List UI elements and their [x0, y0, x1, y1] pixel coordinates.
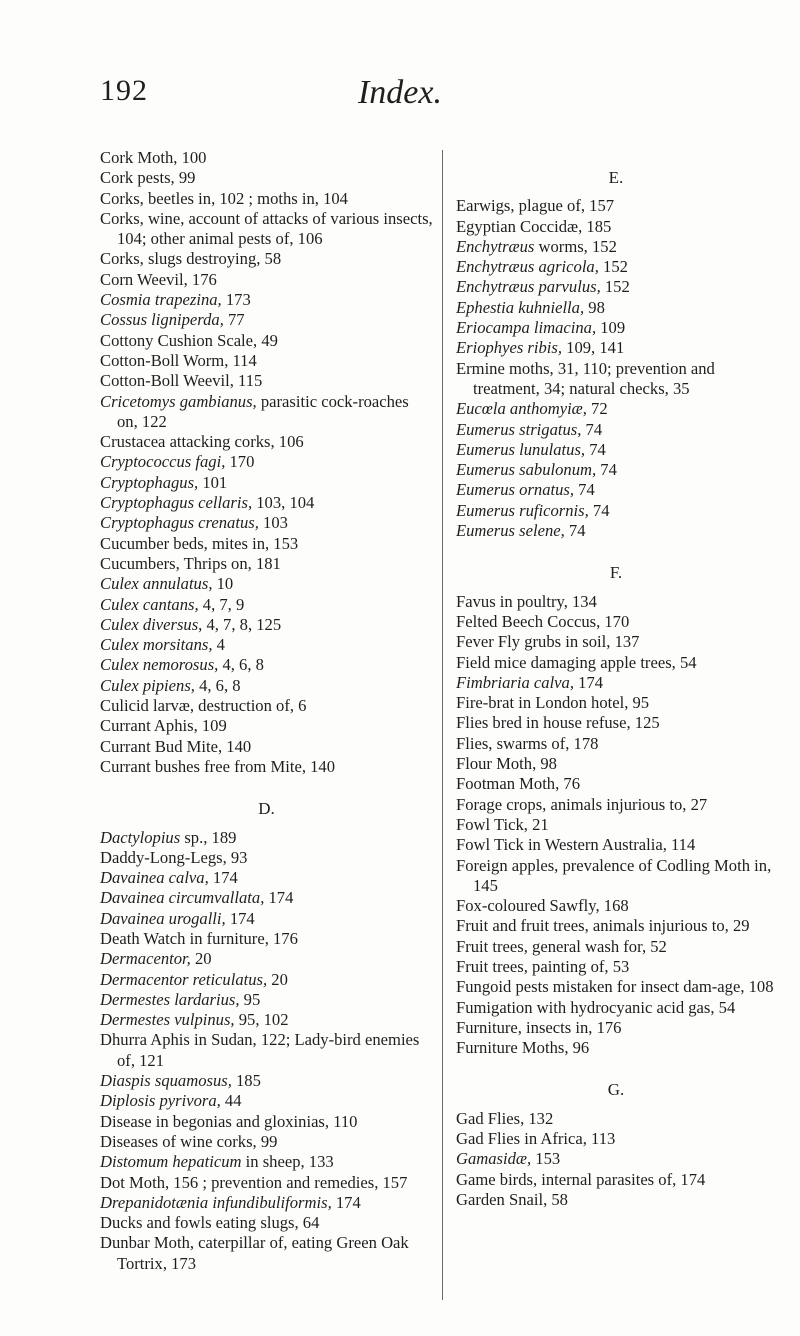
- entry-text: 74: [585, 439, 606, 459]
- entry-text: Dhurra Aphis in Sudan, 122; Lady-bird enemies of, 121: [100, 1030, 420, 1070]
- index-entry: [100, 696, 433, 716]
- entry-text: 77: [223, 310, 245, 330]
- index-entry: [456, 835, 776, 855]
- entry-text: Dot Moth, 156 ; prevention and remedies, 157: [100, 1172, 408, 1192]
- entry-text: Cotton-Boll Weevil, 115: [100, 371, 263, 391]
- entry-text: Cucumber beds, mites in, 153: [100, 533, 299, 553]
- index-entry: [456, 1038, 776, 1058]
- entry-text: 174: [225, 908, 255, 928]
- index-entry: [100, 209, 433, 250]
- entry-italic-name: Enchytræus: [456, 236, 535, 256]
- entry-text: Culicid larvæ, destruction of, 6: [100, 696, 307, 716]
- page-number: 192: [100, 74, 148, 107]
- entry-text: Crustacea attacking corks, 106: [100, 432, 304, 452]
- entry-text: 44: [220, 1091, 242, 1111]
- index-entry: [100, 737, 433, 757]
- entry-text: Corks, slugs destroying, 58: [100, 249, 282, 269]
- index-entry: [456, 338, 776, 358]
- entry-italic-name: Fimbriaria calva,: [456, 672, 574, 692]
- entry-text: 95, 102: [234, 1010, 289, 1030]
- entry-text: Egyptian Coccidæ, 185: [456, 216, 612, 236]
- index-entry: [100, 270, 433, 290]
- entry-italic-name: Culex cantans,: [100, 594, 199, 614]
- index-entry: [100, 909, 433, 929]
- entry-italic-name: Dactylopius: [100, 827, 181, 847]
- entry-italic-name: Culex pipiens,: [100, 675, 195, 695]
- right-index-column: [456, 148, 776, 1210]
- entry-text: Field mice damaging apple trees, 54: [456, 652, 697, 672]
- entry-italic-name: Ephestia kuhniella,: [456, 297, 585, 317]
- index-entry: [100, 189, 433, 209]
- index-entry: [100, 1132, 433, 1152]
- page-title: Index.: [357, 74, 442, 111]
- entry-text: Cucumbers, Thrips on, 181: [100, 553, 281, 573]
- entry-text: Corn Weevil, 176: [100, 269, 217, 289]
- entry-italic-name: Cryptophagus,: [100, 472, 199, 492]
- index-entry: [100, 432, 433, 452]
- index-entry: [456, 815, 776, 835]
- entry-text: 20: [267, 969, 288, 989]
- index-entry: [456, 196, 776, 216]
- index-entry: [100, 1173, 433, 1193]
- index-entry: [456, 693, 776, 713]
- index-entry: [456, 359, 776, 400]
- entry-text: worms, 152: [534, 236, 617, 256]
- index-entry: [456, 977, 776, 997]
- entry-text: Fowl Tick in Western Australia, 114: [456, 835, 696, 855]
- entry-text: Diseases of wine corks, 99: [100, 1131, 278, 1151]
- index-entry: [100, 473, 433, 493]
- entry-text: Flies bred in house refuse, 125: [456, 713, 660, 733]
- entry-text: Forage crops, animals injurious to, 27: [456, 794, 708, 814]
- entry-text: 74: [596, 460, 617, 480]
- index-entry: [100, 392, 433, 433]
- entry-text: Fruit and fruit trees, animals injurious to, 29: [456, 916, 750, 936]
- index-entry: [100, 635, 433, 655]
- entry-text: Currant Bud Mite, 140: [100, 736, 252, 756]
- entry-text: 109, 141: [562, 338, 625, 358]
- index-entry: [456, 521, 776, 541]
- entry-italic-name: Dermestes vulpinus,: [100, 1010, 235, 1030]
- index-entry: [100, 168, 433, 188]
- entry-text: Dunbar Moth, caterpillar of, eating Green Oak Tortrix, 173: [100, 1233, 409, 1273]
- index-entry: [100, 716, 433, 736]
- index-entry: [100, 1071, 433, 1091]
- index-entry: [456, 237, 776, 257]
- index-entry: [456, 713, 776, 733]
- entry-text: 101: [198, 472, 228, 492]
- entry-text: 20: [190, 949, 212, 969]
- index-entry: [100, 868, 433, 888]
- index-entry: [100, 949, 433, 969]
- index-entry: [456, 420, 776, 440]
- index-entry: [100, 249, 433, 269]
- entry-text: Felted Beech Coccus, 170: [456, 611, 630, 631]
- index-entry: [100, 351, 433, 371]
- index-entry: [456, 896, 776, 916]
- entry-text: Fungoid pests mistaken for insect dam-age, 108: [456, 977, 774, 997]
- entry-italic-name: Distomum hepaticum: [100, 1152, 242, 1172]
- index-entry: [100, 1233, 433, 1274]
- index-section: [456, 1080, 776, 1210]
- index-entry: [456, 399, 776, 419]
- index-entry: [100, 990, 433, 1010]
- index-entry: [456, 632, 776, 652]
- index-entry: [456, 1149, 776, 1169]
- index-entry: [100, 1010, 433, 1030]
- index-entry: [456, 734, 776, 754]
- index-entry: [456, 480, 776, 500]
- index-entry: [100, 534, 433, 554]
- entry-italic-name: Dermestes lardarius,: [100, 989, 240, 1009]
- entry-text: 74: [588, 500, 610, 520]
- index-entry: [100, 290, 433, 310]
- entry-text: parasitic cock-roaches on, 122: [117, 391, 409, 431]
- index-entry: [456, 937, 776, 957]
- entry-text: Gad Flies, 132: [456, 1108, 554, 1128]
- index-entry: [100, 888, 433, 908]
- entry-italic-name: Eumerus ornatus,: [456, 480, 575, 500]
- entry-text: Cottony Cushion Scale, 49: [100, 330, 278, 350]
- index-entry: [100, 493, 433, 513]
- entry-italic-name: Diplosis pyrivora,: [100, 1091, 221, 1111]
- index-section: [100, 799, 433, 1274]
- entry-text: Fruit trees, painting of, 53: [456, 956, 630, 976]
- entry-text: 152: [600, 277, 630, 297]
- page-header: [0, 0, 800, 120]
- entry-italic-name: Dermacentor,: [100, 949, 191, 969]
- section-letter-heading: D.: [258, 799, 275, 819]
- entry-italic-name: Cryptococcus fagi,: [100, 452, 226, 472]
- entry-italic-name: Culex nemorosus,: [100, 655, 219, 675]
- index-entry: [100, 452, 433, 472]
- entry-italic-name: Eumerus lunulatus,: [456, 439, 586, 459]
- index-entry: [456, 957, 776, 977]
- entry-text: 174: [574, 672, 604, 692]
- index-entry: [100, 1213, 433, 1233]
- entry-text: 74: [564, 521, 586, 541]
- index-entry: [100, 574, 433, 594]
- index-entry: [456, 774, 776, 794]
- entry-italic-name: Eumerus strigatus,: [456, 419, 582, 439]
- entry-italic-name: Gamasidæ,: [456, 1149, 532, 1169]
- entry-text: Flies, swarms of, 178: [456, 733, 599, 753]
- entry-text: Corks, beetles in, 102 ; moths in, 104: [100, 188, 348, 208]
- entry-text: 72: [586, 399, 608, 419]
- entry-text: Cork pests, 99: [100, 168, 196, 188]
- entry-text: Corks, wine, account of attacks of various insects, 104; other animal pests of, 106: [100, 208, 433, 249]
- entry-text: Flour Moth, 98: [456, 754, 557, 774]
- entry-text: 4, 6, 8: [194, 675, 241, 695]
- index-entry: [456, 612, 776, 632]
- entry-text: Furniture, insects in, 176: [456, 1017, 622, 1037]
- entry-text: 10: [212, 574, 234, 594]
- index-entry: [100, 615, 433, 635]
- entry-text: Fumigation with hydrocyanic acid gas, 54: [456, 997, 736, 1017]
- index-entry: [100, 1091, 433, 1111]
- index-entry: [456, 318, 776, 338]
- entry-italic-name: Davainea urogalli,: [100, 908, 226, 928]
- entry-italic-name: Davainea circumvallata,: [100, 888, 265, 908]
- entry-text: sp., 189: [180, 827, 237, 847]
- index-entry: [100, 331, 433, 351]
- index-entry: [100, 970, 433, 990]
- index-entry: [456, 440, 776, 460]
- index-section: [456, 563, 776, 1058]
- index-section: [456, 168, 776, 541]
- entry-italic-name: Cosmia trapezina,: [100, 290, 222, 310]
- entry-text: 152: [598, 257, 628, 277]
- index-entry: [456, 673, 776, 693]
- left-index-column: [100, 148, 433, 1274]
- entry-text: Favus in poultry, 134: [456, 591, 597, 611]
- entry-text: 4: [212, 635, 225, 655]
- entry-italic-name: Enchytræus agricola,: [456, 257, 599, 277]
- entry-text: 185: [231, 1071, 261, 1091]
- index-entry: [100, 848, 433, 868]
- entry-text: 4, 7, 8, 125: [202, 614, 282, 634]
- entry-italic-name: Eriocampa limacina,: [456, 318, 597, 338]
- index-entry: [100, 595, 433, 615]
- index-entry: [100, 1193, 433, 1213]
- entry-text: 170: [225, 452, 255, 472]
- index-entry: [456, 998, 776, 1018]
- index-entry: [100, 1152, 433, 1172]
- entry-text: 103: [258, 513, 288, 533]
- entry-text: Foreign apples, prevalence of Codling Moth in, 145: [456, 855, 772, 895]
- entry-text: Game birds, internal parasites of, 174: [456, 1169, 706, 1189]
- entry-text: Death Watch in furniture, 176: [100, 928, 298, 948]
- entry-italic-name: Culex morsitans,: [100, 635, 213, 655]
- entry-italic-name: Eriophyes ribis,: [456, 338, 563, 358]
- index-entry: [100, 757, 433, 777]
- entry-italic-name: Cryptophagus cellaris,: [100, 493, 253, 513]
- index-entry: [100, 1112, 433, 1132]
- entry-italic-name: Enchytræus parvulus,: [456, 277, 601, 297]
- entry-text: 174: [331, 1192, 361, 1212]
- section-letter-heading: G.: [607, 1080, 625, 1100]
- entry-text: Garden Snail, 58: [456, 1189, 568, 1209]
- index-entry: [456, 460, 776, 480]
- entry-text: 153: [531, 1149, 561, 1169]
- entry-italic-name: Eumerus ruficornis,: [456, 500, 589, 520]
- entry-text: 174: [208, 868, 238, 888]
- entry-text: 4, 7, 9: [198, 594, 245, 614]
- index-entry: [456, 277, 776, 297]
- index-entry: [456, 1018, 776, 1038]
- entry-text: Currant Aphis, 109: [100, 716, 227, 736]
- index-entry: [100, 828, 433, 848]
- entry-italic-name: Dermacentor reticulatus,: [100, 969, 268, 989]
- entry-italic-name: Eucœla anthomyiæ,: [456, 399, 587, 419]
- index-entry: [100, 554, 433, 574]
- entry-text: Footman Moth, 76: [456, 774, 580, 794]
- index-entry: [456, 916, 776, 936]
- entry-text: Fire-brat in London hotel, 95: [456, 693, 650, 713]
- index-entry: [100, 929, 433, 949]
- index-entry: [456, 653, 776, 673]
- entry-text: Fever Fly grubs in soil, 137: [456, 632, 640, 652]
- entry-text: Cork Moth, 100: [100, 148, 207, 167]
- column-divider: [442, 150, 443, 1300]
- entry-italic-name: Culex annulatus,: [100, 574, 213, 594]
- entry-text: 4, 6, 8: [218, 655, 264, 675]
- index-entry: [456, 501, 776, 521]
- entry-text: 74: [574, 480, 595, 500]
- index-entry: [456, 1129, 776, 1149]
- entry-text: Fowl Tick, 21: [456, 814, 549, 834]
- entry-text: 103, 104: [252, 493, 315, 513]
- entry-text: 174: [264, 888, 294, 908]
- entry-text: Earwigs, plague of, 157: [456, 196, 615, 216]
- entry-text: in sheep, 133: [241, 1152, 334, 1172]
- entry-text: Gad Flies in Africa, 113: [456, 1129, 616, 1149]
- entry-text: Disease in begonias and gloxinias, 110: [100, 1111, 358, 1131]
- entry-text: Currant bushes free from Mite, 140: [100, 756, 336, 776]
- index-entry: [456, 217, 776, 237]
- index-entry: [456, 856, 776, 897]
- entry-text: Fruit trees, general wash for, 52: [456, 936, 667, 956]
- entry-text: Fox-coloured Sawfly, 168: [456, 896, 629, 916]
- entry-text: Ducks and fowls eating slugs, 64: [100, 1213, 320, 1233]
- entry-text: Daddy-Long-Legs, 93: [100, 847, 248, 867]
- entry-italic-name: Cryptophagus crenatus,: [100, 513, 259, 533]
- index-entry: [100, 371, 433, 391]
- index-entry: [100, 655, 433, 675]
- index-entry: [456, 1190, 776, 1210]
- index-entry: [456, 754, 776, 774]
- index-entry: [100, 676, 433, 696]
- entry-italic-name: Eumerus selene,: [456, 521, 565, 541]
- index-entry: [100, 148, 433, 168]
- index-entry: [456, 298, 776, 318]
- index-entry: [456, 795, 776, 815]
- section-letter-heading: E.: [608, 168, 624, 187]
- index-entry: [456, 592, 776, 612]
- entry-italic-name: Davainea calva,: [100, 868, 209, 888]
- index-entry: [456, 1170, 776, 1190]
- index-entry: [456, 1109, 776, 1129]
- entry-italic-name: Drepanidotænia infundibuliformis,: [100, 1192, 332, 1212]
- entry-text: 173: [221, 290, 251, 310]
- entry-text: 95: [239, 989, 261, 1009]
- entry-italic-name: Cossus ligniperda,: [100, 310, 224, 330]
- index-entry: [100, 310, 433, 330]
- entry-text: Cotton-Boll Worm, 114: [100, 350, 257, 370]
- entry-italic-name: Diaspis squamosus,: [100, 1071, 232, 1091]
- entry-italic-name: Eumerus sabulonum,: [456, 460, 597, 480]
- entry-text: Ermine moths, 31, 110; prevention and treatment, 34; natural checks, 35: [456, 358, 715, 398]
- index-section: [100, 148, 433, 777]
- index-entry: [100, 1030, 433, 1071]
- entry-italic-name: Culex diversus,: [100, 614, 203, 634]
- section-letter-heading: F.: [609, 563, 623, 583]
- entry-text: 109: [596, 318, 626, 338]
- index-entry: [100, 513, 433, 533]
- entry-text: Furniture Moths, 96: [456, 1038, 590, 1058]
- entry-text: 74: [581, 419, 603, 439]
- index-entry: [456, 257, 776, 277]
- entry-italic-name: Cricetomys gambianus,: [100, 391, 257, 411]
- entry-text: 98: [584, 297, 605, 317]
